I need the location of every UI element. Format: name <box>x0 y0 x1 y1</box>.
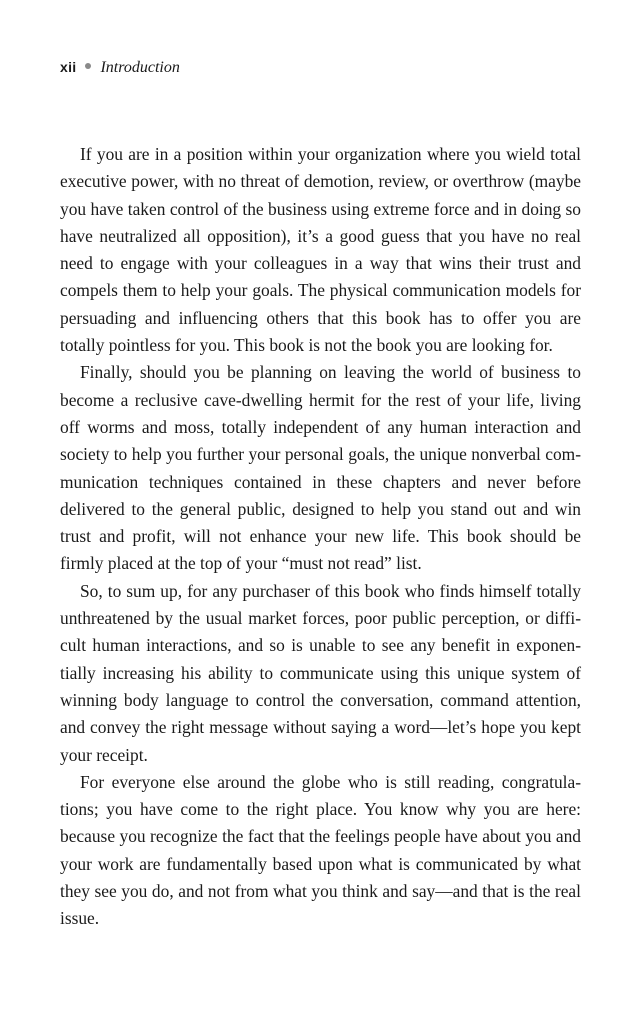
paragraph: Finally, should you be planning on leaving the world of business to become a reclusive cave-dwelling hermit for the rest of your life, living off worms and moss, totally independent of any human interaction and society to help you further your personal goals, the unique nonverbal communication techniques contained in these chapters and never before delivered to the general public, designed to help you stand out and win trust and profit, will not enhance your new life. This book should be firmly placed at the top of your “must not read” list. <box>60 362 581 574</box>
bullet-separator-icon <box>85 63 91 69</box>
paragraph: For everyone else around the globe who is still reading, congratulations; you have come to the right place. You know why you are here: because you recognize the fact that the feelings people have about you and your work are fundamentally based upon what is communicated by what they see you do, and not from what you think and say—and that is the real issue. <box>60 771 581 929</box>
page-number: xii <box>60 59 77 75</box>
paragraph: So, to sum up, for any purchaser of this book who finds himself totally unthreatened by the usual market forces, poor public perception, or difficult human interactions, and so is unable to see any benefit in exponentially increasing his ability to communicate using this unique system of winning body language to control the conversation, command attention, and convey the right message without saying a word—let’s hope you kept your receipt. <box>60 580 581 765</box>
running-head <box>60 56 180 79</box>
body-text <box>60 141 581 933</box>
section-title: Introduction <box>100 59 180 76</box>
paragraph: If you are in a position within your organization where you wield total executive power, with no threat of demotion, review, or overthrow (maybe you have taken control of the business using extreme force and in doing so have neutralized all opposition), it’s a good guess that you have no real need to engage with your colleagues in a way that wins their trust and compels them to help your goals. The physical communication models for persuading and influencing others that this book has to offer you are totally pointless for you. This book is not the book you are looking for. <box>60 144 581 356</box>
